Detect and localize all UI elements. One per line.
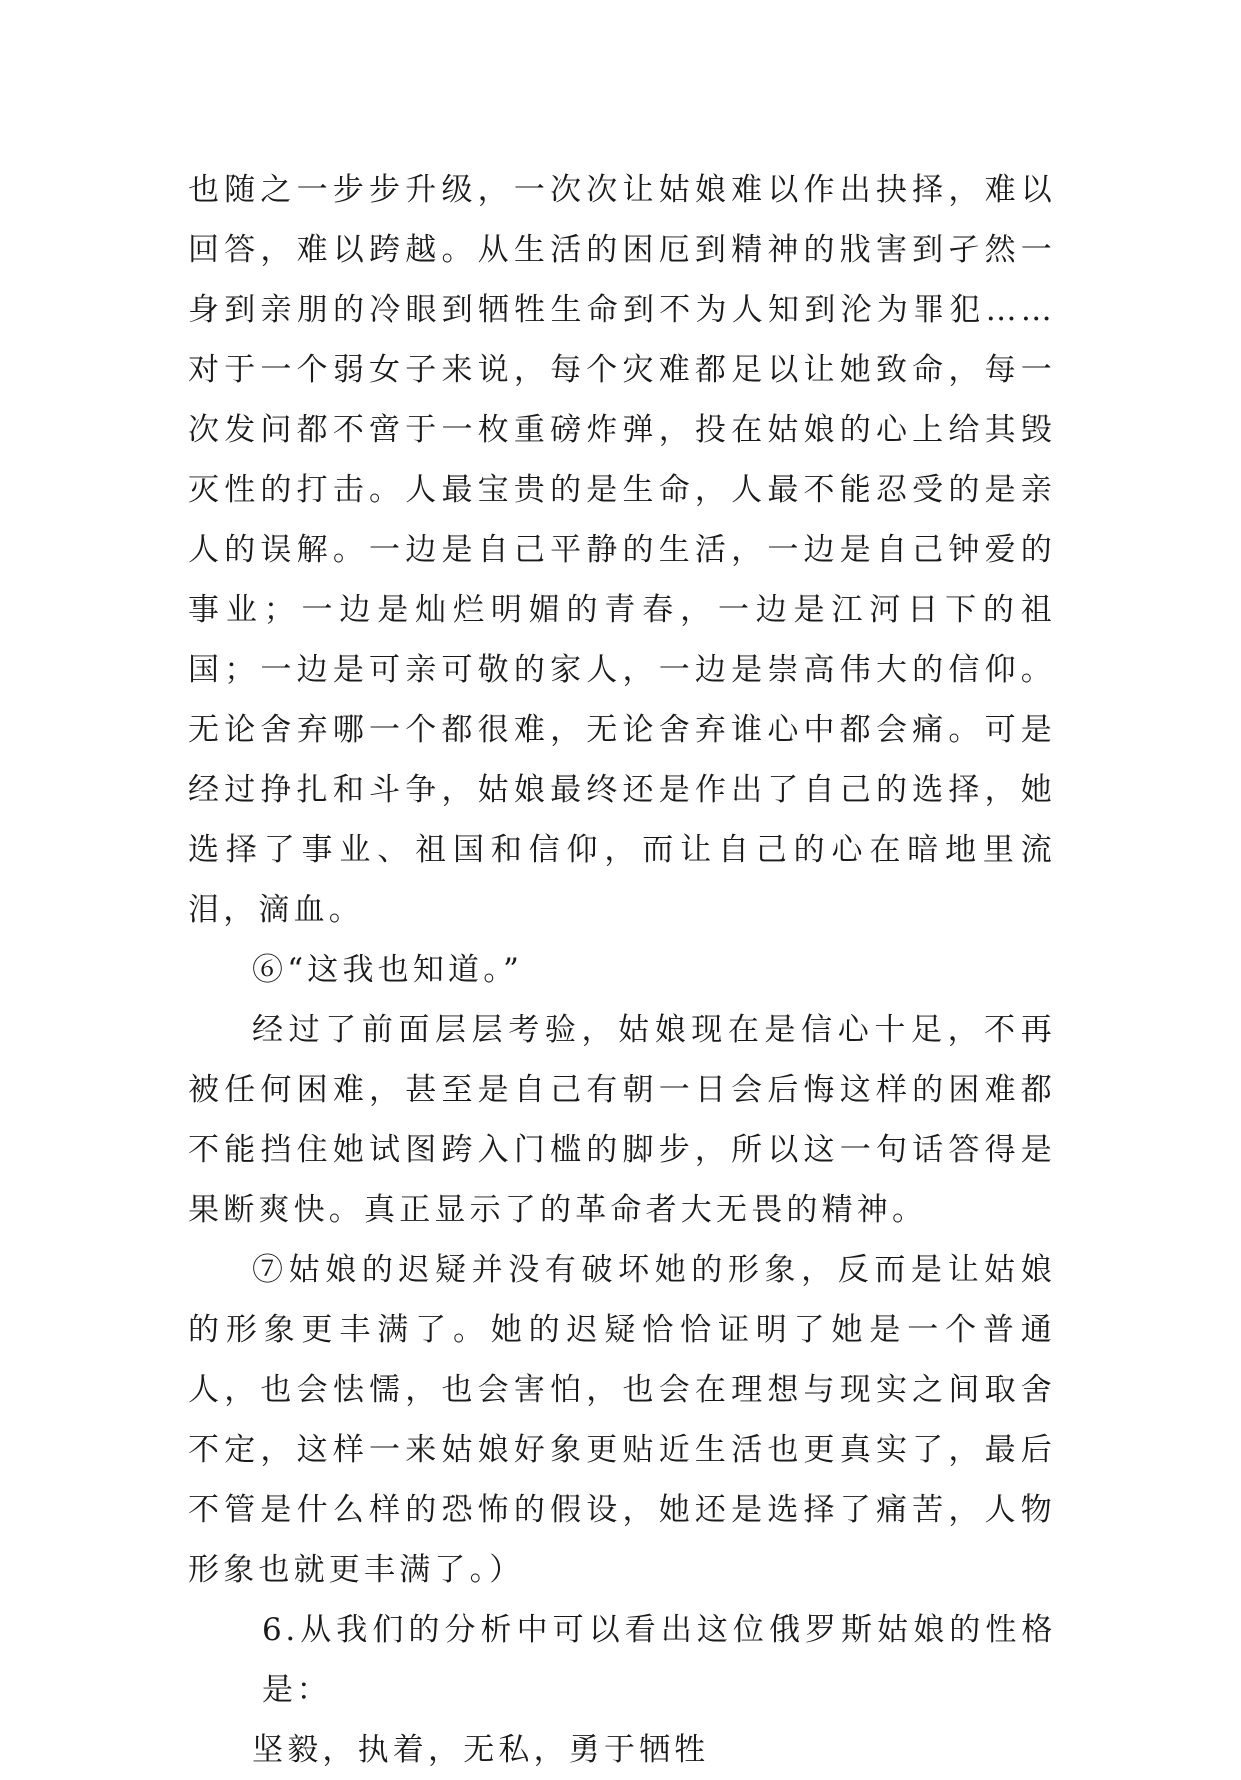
paragraph-continued-analysis: 也随之一步步升级，一次次让姑娘难以作出抉择，难以回答，难以跨越。从生活的困厄到精神的戕害到孑然一身到亲朋的冷眼到牺牲生命到不为人知到沦为罪犯……对于一个弱女子来说，每个灾难都足以让她致命，每一次发问都不啻于一枚重磅炸弹，投在姑娘的心上给其毁灭性的打击。人最宝贵的是生命，人最不能忍受的是亲人的误解。一边是自己平静的生活，一边是自己钟爱的事业；一边是灿烂明媚的青春，一边是江河日下的祖国；一边是可亲可敬的家人，一边是崇高伟大的信仰。无论舍弃哪一个都很难，无论舍弃谁心中都会痛。可是经过挣扎和斗争，姑娘最终还是作出了自己的选择，她选择了事业、祖国和信仰，而让自己的心在暗地里流泪，滴血。: [188, 172, 1056, 928]
paragraph-analysis-6: 经过了前面层层考验，姑娘现在是信心十足，不再被任何困难，甚至是自己有朝一日会后悔这样的困难都不能挡住她试图跨入门槛的脚步，所以这一句话答得是果断爽快。真正显示了的革命者大无畏的精神。: [188, 1012, 1056, 1228]
answer-6: 坚毅，执着，无私，勇于牺牲: [252, 1732, 710, 1768]
document-body: [188, 160, 1056, 1780]
question-6: 6.从我们的分析中可以看出这位俄罗斯姑娘的性格是：: [262, 1612, 1056, 1708]
paragraph-point-7: ⑦姑娘的迟疑并没有破坏她的形象，反而是让姑娘的形象更丰满了。她的迟疑恰恰证明了她是一个普通人，也会怯懦，也会害怕，也会在理想与现实之间取舍不定，这样一来姑娘好象更贴近生活也更真实了，最后不管是什么样的恐怖的假设，她还是选择了痛苦，人物形象也就更丰满了。）: [188, 1252, 1056, 1588]
paragraph-quote-6: ⑥“这我也知道。”: [252, 952, 523, 988]
